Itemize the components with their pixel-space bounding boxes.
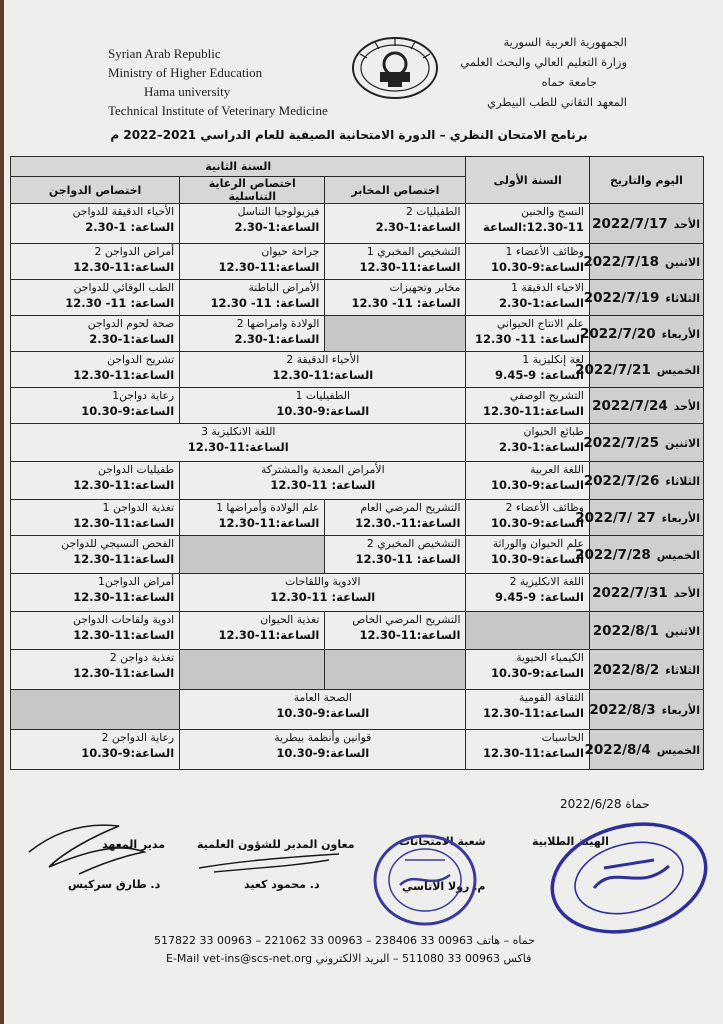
poultry-cell [11,690,180,730]
document-page [4,0,723,1024]
schedule-row [11,424,704,462]
exams-title: شعبة الامتحانات [399,835,486,848]
schedule-row [11,650,704,690]
exam-subject: التشريح الوصفي [509,389,584,402]
year1-cell [466,424,589,462]
year1-cell [466,462,589,500]
year2-all-cell [11,424,466,462]
day-name: الخميس [656,548,700,562]
labs-cell [325,280,466,316]
exam-time: الساعة: 9-9.45 [495,368,584,382]
exam-subject: الطفيليات 1 [295,389,351,402]
exam-subject: الطفيليات 2 [405,205,461,218]
exam-time: الساعة:11-12.30 [218,260,320,274]
day-name: الثلاثاء [665,663,700,677]
exam-time: الساعة:1-2.30 [375,220,461,234]
footer-fax-email: فاكس 00963 33 511080 – البريد الالكتروني E-Mail vet-ins@scs-net.org [166,952,532,965]
poultry-cell [11,574,180,612]
repro-cell [180,204,325,244]
exam-subject: الأحياء الدقيقة للدواجن [72,205,175,218]
exam-time: الساعة:11-12.30 [482,706,584,720]
exam-time: الساعة: 9-9.45 [495,590,584,604]
exam-time: الساعة: 11- 12.30 [210,296,320,310]
year1-cell [466,536,589,574]
poultry-cell [11,280,180,316]
exam-time: الساعة:1-2.30 [234,332,320,346]
exam-subject: صحة لحوم الدواجن [87,317,175,330]
poultry-cell [11,500,180,536]
exam-subject: تغذية الحيوان [260,613,320,626]
exam-time: الساعة:9-10.30 [276,746,370,760]
year1-cell [466,204,589,244]
day-date-cell [584,730,703,770]
deputy-title: معاون المدير للشؤون العلمية [197,838,355,851]
day-date-cell [589,650,703,690]
exam-time: الساعة:9-10.30 [490,666,584,680]
day-date-cell [575,536,703,574]
exam-subject: ادوية ولقاحات الدواجن [73,613,175,626]
schedule-row [11,536,704,574]
year1-cell [466,316,589,352]
exam-date: 2022/7/18 [583,253,660,270]
exam-subject: تشريح الدواجن [107,353,175,366]
director-signature [24,812,154,882]
exam-date: 2022/7/17 [592,215,668,232]
exam-subject: رعاية الدواجن 2 [101,731,175,744]
labs-cell [325,536,466,574]
exam-time: الساعة: 1-2.30 [85,220,175,234]
day-date-cell [583,462,703,500]
year1-cell [466,280,589,316]
repro-cell [180,536,325,574]
header-ar-line: المعهد التقاني للطب البيطري [487,95,627,109]
exam-date: 2022/8/2 [593,661,660,678]
students-stamp [544,818,714,938]
exam-subject: علم الحيوان والوراثة [492,537,584,550]
day-date-cell [583,280,703,316]
exam-time: الساعة:9-10.30 [276,404,370,418]
header-poultry: اختصاص الدواجن [11,177,180,204]
exam-date: 2022/8/4 [584,741,651,758]
year1-cell [466,690,589,730]
header-repro: اختصاص الرعاية التناسلية [180,177,325,204]
day-date-cell [589,612,703,650]
exam-subject: اللغة الانكليزية 2 [509,575,584,588]
exam-time: الساعة: 11-12.30 [270,590,376,604]
labs-repro-cell [180,388,466,424]
deputy-signature [194,848,344,878]
exam-date: 2022/7/19 [583,289,660,306]
exam-subject: الولادة وامراضها 2 [236,317,320,330]
exam-subject: تغذية دواجن 2 [109,651,175,664]
exam-subject: علم الانتاج الحيواني [497,317,584,330]
day-date-cell [589,388,703,424]
exam-time: الساعة:11-12.30 [73,368,175,382]
exam-subject: الثقافة القومية [519,691,584,704]
day-date-cell [589,690,703,730]
exam-time: الساعة: 11-12.30 [270,478,376,492]
exam-date: 2022/8/1 [592,622,660,639]
exam-subject: الأحياء الدقيقة 2 [286,353,360,366]
repro-cell [180,500,325,536]
schedule-row [11,280,704,316]
exam-time: الساعة:1-2.30 [499,296,584,310]
schedule-row [11,352,704,388]
exams-stamp [370,830,480,930]
day-date-cell [589,204,703,244]
header-english [108,44,328,120]
labs-cell [325,500,466,536]
day-name: الأحد [673,399,700,413]
labs-cell [325,612,466,650]
exams-name: م. رولا الأتاسي [402,880,486,893]
exam-time: الساعة:11-12.30 [73,666,175,680]
year1-cell [466,500,589,536]
poultry-cell [11,388,180,424]
exam-time: الساعة:9-10.30 [490,516,584,530]
schedule-row [11,730,704,770]
schedule-row [11,612,704,650]
exam-time: الساعة: 11- 12.30 [474,332,584,346]
university-logo-icon [350,34,440,104]
exam-subject: التشخيص المخبري 2 [366,537,461,550]
exam-time: الساعة:1-2.30 [499,440,584,454]
day-name: الأحد [673,217,700,231]
exam-date: 2022/7/21 [575,361,651,378]
exam-subject: اللغة العربية [530,463,584,476]
schedule-row [11,574,704,612]
exam-time: الساعة:11-12.30 [272,368,374,382]
schedule-row [11,316,704,352]
exam-subject: الأمراض الباطنة [248,281,320,294]
repro-cell [180,280,325,316]
exam-subject: اللغة الانكليزية 3 [201,425,276,438]
exam-time: الساعة:11-12.30 [218,628,320,642]
exam-time: الساعة:11-12.30 [359,260,461,274]
day-name: الثلاثاء [665,474,700,488]
exam-time: الساعة:11-12.30 [73,590,175,604]
repro-cell [180,244,325,280]
exam-subject: الصحة العامة [293,691,352,704]
year1-cell [466,612,589,650]
repro-cell [180,650,325,690]
year1-cell [466,244,589,280]
day-name: الأربعاء [661,511,700,525]
exam-subject: التشريح المرضي العام [360,501,461,514]
exam-date: 2022/7/26 [583,472,660,489]
header-year1: السنة الأولى [466,157,589,204]
labs-cell [325,244,466,280]
year1-cell [466,650,589,690]
exam-subject: وظائف الأعضاء 1 [505,245,584,258]
exam-subject: التشريح المرضي الخاص [352,613,461,626]
header-en-line: Technical Institute of Veterinary Medicine [108,103,328,118]
exam-time: الساعة:1-2.30 [89,332,175,346]
exam-time: الساعة:11-12.30 [359,628,461,642]
exam-subject: الاحياء الدقيقة 1 [511,281,584,294]
day-name: الأربعاء [661,327,700,341]
exam-time: الساعة:1-2.30 [234,220,320,234]
exam-subject: قوانين وأنظمة بيطرية [274,731,372,744]
poultry-cell [11,462,180,500]
exam-time: الساعة:9-10.30 [490,260,584,274]
document-title: برنامج الامتحان النظري – الدورة الامتحانية الصيفية للعام الدراسي 2021–2022 م [110,128,588,142]
repro-cell [180,316,325,352]
exam-time: الساعة:11-12.30 [187,440,289,454]
exam-date: 2022/7/ 27 [575,509,656,526]
header-labs: اختصاص المخابر [325,177,466,204]
exam-time: الساعة:11-12.30 [73,516,175,530]
exam-subject: الكيمياء الحيوية [516,651,584,664]
exam-subject: علم الولادة وأمراضها 1 [216,501,320,514]
exam-subject: الحاسبات [541,731,584,744]
labs-repro-cell [180,730,466,770]
poultry-cell [11,730,180,770]
repro-cell [180,612,325,650]
year1-cell [466,352,589,388]
exam-subject: التشخيص المخبري 1 [366,245,461,258]
exam-time: الساعة:11-12.30 [482,746,584,760]
header-day-date: اليوم والتاريخ [589,157,703,204]
exam-time: الساعة:9-10.30 [276,706,370,720]
exam-time: الساعة:9-10.30 [490,478,584,492]
day-date-cell [589,574,703,612]
day-name: الخميس [656,363,700,377]
header-year2: السنة الثانية [11,157,466,177]
header-en-line: Hama university [144,84,231,99]
day-name: الخميس [656,743,700,757]
header-ar-line: الجمهورية العربية السورية [503,35,627,49]
exam-time: الساعة:11-12.30 [73,478,175,492]
day-name: الثلاثاء [665,291,700,305]
exam-date: 2022/7/28 [575,546,651,563]
day-name: الاثنين [665,624,700,638]
exam-subject: تغذية الدواجن 1 [102,501,175,514]
day-name: الأربعاء [661,703,700,717]
labs-repro-cell [180,574,466,612]
exam-date: 2022/7/24 [592,397,668,414]
labs-cell [325,204,466,244]
exam-subject: أمراض الدواجن1 [97,575,175,588]
schedule-row [11,690,704,730]
exam-subject: لغة إنكليزية 1 [522,353,584,366]
poultry-cell [11,316,180,352]
year1-cell [466,388,589,424]
exam-date: 2022/7/31 [592,584,668,601]
director-title: مدير المعهد [102,838,166,851]
header-en-line: Ministry of Higher Education [108,65,263,80]
exam-time: الساعة:11-12.30 [218,516,320,530]
header-ar-line: جامعة حماه [541,75,597,89]
schedule-row [11,204,704,244]
exam-time: الساعة:11-12.30 [73,628,175,642]
exam-schedule-table [10,156,704,770]
day-date-cell [575,500,703,536]
deputy-name: د. محمود كعيد [244,878,320,891]
day-name: الأحد [673,586,700,600]
schedule-row [11,388,704,424]
students-title: الهيئة الطلابية [532,835,609,848]
header-en-line: Syrian Arab Republic [108,46,221,61]
director-name: د. طارق سركيس [68,878,161,891]
exam-subject: النسج والجنين [521,205,584,218]
exam-time: الساعة:11-12.30 [73,260,175,274]
poultry-cell [11,352,180,388]
exam-time: الساعة:11-.12.30 [355,516,461,530]
exam-subject: جراحة حيوان [261,245,320,258]
exam-subject: طفيليات الدواجن [98,463,175,476]
exam-subject: الادوية واللقاحات [285,575,361,588]
day-date-cell [583,424,703,462]
exam-date: 2022/7/20 [579,325,656,342]
exam-time: الساعة: 11- 12.30 [351,296,461,310]
exam-subject: وظائف الأعضاء 2 [505,501,584,514]
exam-date: 2022/8/3 [589,701,656,718]
day-name: الاثنين [665,255,700,269]
exam-time: الساعة:9-10.30 [81,746,175,760]
exam-subject: فيزيولوجيا التناسل [237,205,320,218]
day-date-cell [583,244,703,280]
poultry-cell [11,650,180,690]
schedule-row [11,500,704,536]
labs-repro-cell [180,690,466,730]
labs-cell [325,650,466,690]
day-date-cell [575,352,703,388]
year1-cell [466,730,589,770]
exam-time: 12.30-11:الساعة [483,220,584,234]
labs-cell [325,316,466,352]
exam-subject: الفحص النسيجي للدواجن [61,537,175,550]
poultry-cell [11,536,180,574]
footer-phone: حماه – هاتف 00963 33 238406 – 00963 33 221062 – 00963 33 517822 [154,934,535,947]
header-arabic [460,32,627,112]
poultry-cell [11,244,180,280]
poultry-cell [11,612,180,650]
schedule-row [11,462,704,500]
poultry-cell [11,204,180,244]
exam-date: 2022/7/25 [583,434,660,451]
labs-repro-cell [180,462,466,500]
exam-time: الساعة:11-12.30 [482,404,584,418]
exam-subject: طبائع الحيوان [523,425,584,438]
labs-repro-cell [180,352,466,388]
exam-time: الساعة:9-10.30 [81,404,175,418]
exam-subject: الأمراض المعدية والمشتركة [261,463,385,476]
exam-subject: أمراض الدواجن 2 [94,245,175,258]
header-ar-line: وزارة التعليم العالي والبحث العلمي [460,55,627,69]
issue-date: حماة 2022/6/28 [560,797,650,811]
year1-cell [466,574,589,612]
exam-time: الساعة: 11- 12.30 [65,296,175,310]
schedule-row [11,244,704,280]
exam-subject: مخابر وتجهيزات [389,281,461,294]
exam-time: الساعة:9-10.30 [490,552,584,566]
day-name: الاثنين [665,436,700,450]
exam-time: الساعة: 11-12.30 [355,552,461,566]
exam-subject: رعاية دواجن1 [112,389,175,402]
day-date-cell [579,316,703,352]
exam-subject: الطب الوقائي للدواجن [73,281,175,294]
exam-time: الساعة:11-12.30 [73,552,175,566]
